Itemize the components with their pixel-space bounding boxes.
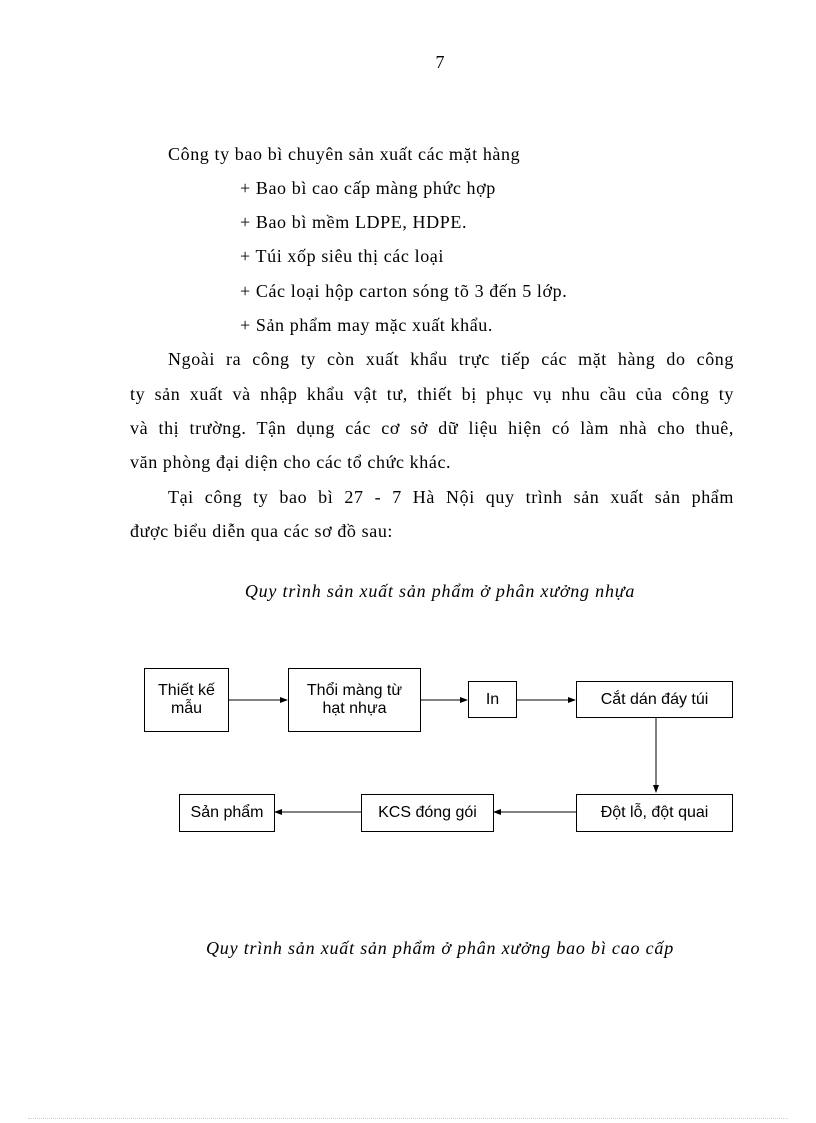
page-number: 7: [435, 52, 445, 72]
paragraph-line: văn phòng đại diện cho các tổ chức khác.: [130, 452, 452, 472]
flow-box-kcs: KCS đóng gói: [361, 794, 494, 832]
intro-line: Công ty bao bì chuyên sản xuất các mặt hàng: [168, 144, 521, 164]
product-item: + Các loại hộp carton sóng tõ 3 đến 5 lớp.: [240, 281, 568, 301]
flow-box-design: Thiết kế mẫu: [144, 668, 229, 732]
paragraph-line: được biểu diễn qua các sơ đồ sau:: [130, 521, 394, 541]
paragraph-line: và thị trường. Tận dụng các cơ sở dữ liệu hiện có làm nhà cho thuê,: [130, 418, 734, 438]
product-item: + Túi xốp siêu thị các loại: [240, 246, 444, 266]
product-item: + Bao bì mềm LDPE, HDPE.: [240, 212, 468, 232]
paragraph-line: ty sản xuất và nhập khẩu vật tư, thiết bị phục vụ nhu cầu của công ty: [130, 384, 734, 404]
footer-rule: [28, 1118, 788, 1119]
paragraph-line: Tại công ty bao bì 27 - 7 Hà Nội quy trình sản xuất sản phẩm: [168, 487, 734, 507]
flow-box-product: Sản phẩm: [179, 794, 275, 832]
paragraph-line: Ngoài ra công ty còn xuất khẩu trực tiếp các mặt hàng do công: [168, 349, 734, 369]
diagram-caption-plastic: Quy trình sản xuất sản phẩm ở phân xưởng nhựa: [244, 581, 636, 601]
flow-box-cut-glue: Cắt dán đáy túi: [576, 681, 733, 718]
flow-box-print: In: [468, 681, 517, 718]
flow-box-blow-film: Thổi màng từ hạt nhựa: [288, 668, 421, 732]
product-item: + Bao bì cao cấp màng phức hợp: [240, 178, 496, 198]
diagram-caption-premium: Quy trình sản xuất sản phẩm ở phân xưởng bao bì cao cấp: [206, 938, 674, 958]
product-item: + Sản phẩm may mặc xuất khẩu.: [240, 315, 493, 335]
flow-box-punch: Đột lỗ, đột quai: [576, 794, 733, 832]
